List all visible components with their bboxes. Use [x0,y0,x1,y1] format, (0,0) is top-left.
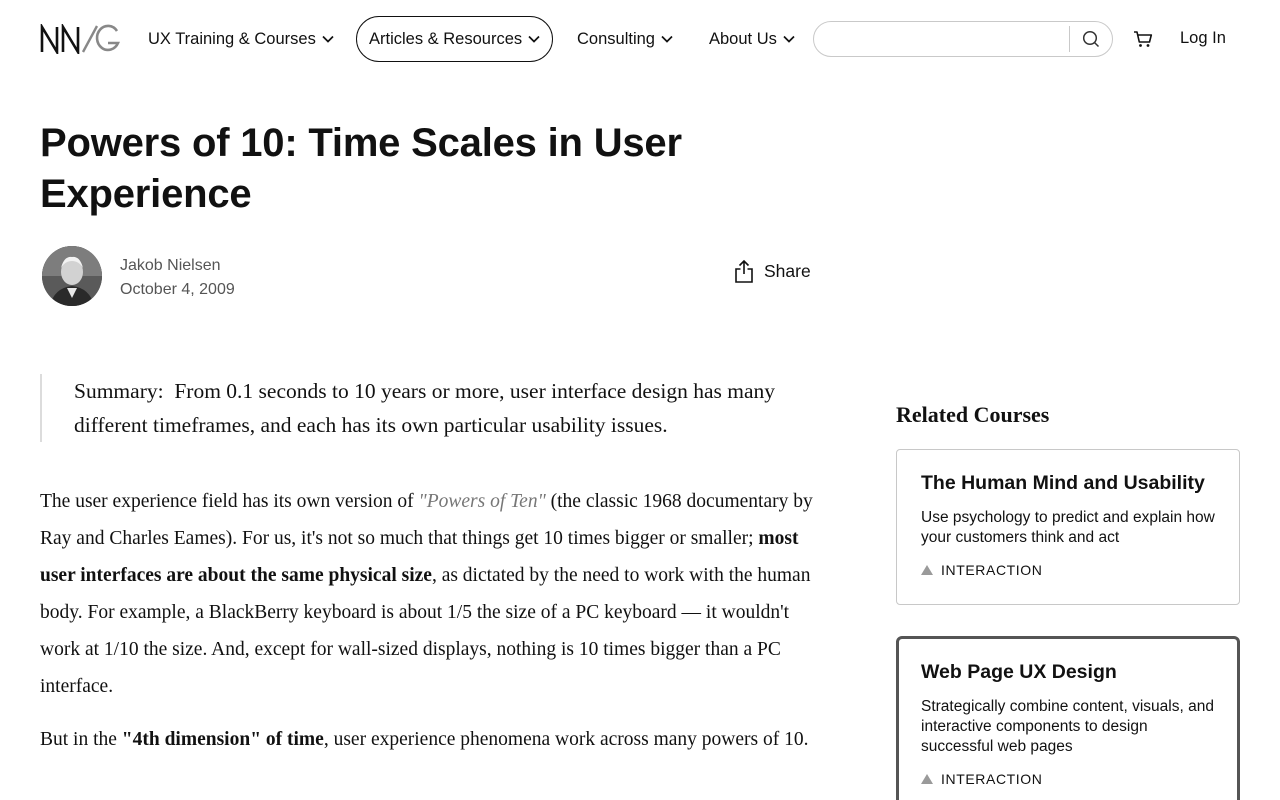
search-input[interactable] [814,22,1069,56]
bold-text: most user interfaces are about the same physical size [40,528,799,586]
course-title: The Human Mind and Usability [921,472,1205,494]
nav-label: Consulting [577,29,655,48]
author-avatar[interactable] [42,246,102,306]
article-summary [40,374,820,442]
nav-consulting[interactable] [577,16,673,62]
login-link[interactable]: Log In [1180,29,1226,47]
nav-label: UX Training & Courses [148,29,316,48]
chevron-down-icon [322,35,334,43]
chevron-down-icon [783,35,795,43]
powers-of-ten-link[interactable]: "Powers of Ten" [418,491,546,512]
summary-text: From 0.1 seconds to 10 years or more, user interface design has many different timeframes, and each has its own particular usability issues. [74,379,775,437]
text-run: (the classic 1968 documentary by Ray and Charles Eames). For us, it's not so much that things get 10 times bigger or smaller; [40,491,813,549]
bold-text: "4th dimension" of time [121,729,324,750]
course-card[interactable] [896,449,1240,605]
article-title: Powers of 10: Time Scales in User Experience [40,121,682,216]
related-courses-heading: Related Courses [896,402,1050,427]
course-title: Web Page UX Design [921,661,1117,683]
course-description: Strategically combine content, visuals, and interactive components to design successful web pages [921,698,1214,755]
article-paragraph [40,483,830,705]
cart-icon[interactable] [1133,29,1153,49]
triangle-icon [921,774,933,784]
course-tag [921,562,1215,578]
text-run: , as dictated by the need to work with the human body. For example, a BlackBerry keyboard is about 1/5 the size of a PC keyboard — it wouldn't work at 1/10 the size. And, except for wall-sized displays, nothing is 10 times bigger than a PC interface. [40,565,811,697]
course-tag-label: INTERACTION [941,771,1043,787]
course-description: Use psychology to predict and explain how your customers think and act [921,509,1215,546]
course-tag [921,771,1215,787]
share-label: Share [764,260,811,281]
triangle-icon [921,565,933,575]
article-paragraph [40,721,830,758]
site-header [0,0,1280,78]
text-run: , user experience phenomena work across many powers of 10. [323,729,809,750]
nng-logo[interactable] [40,24,120,54]
nav-about-us[interactable] [709,16,795,62]
search-button[interactable] [1070,22,1112,56]
share-button[interactable] [734,259,811,283]
search-icon [1082,30,1100,48]
nav-label: Articles & Resources [369,29,523,48]
author-photo [42,246,102,306]
chevron-down-icon [528,35,540,43]
publish-date: October 4, 2009 [120,281,235,298]
share-icon [734,259,754,283]
nav-label: About Us [709,29,777,48]
nav-ux-training[interactable] [148,16,334,62]
nav-articles-resources[interactable] [356,16,553,62]
chevron-down-icon [661,35,673,43]
search-box [813,21,1113,57]
author-name[interactable]: Jakob Nielsen [120,257,221,274]
text-run: But in the [40,729,122,750]
course-tag-label: INTERACTION [941,562,1043,578]
author-meta [120,254,235,302]
text-run: The user experience field has its own version of [40,491,419,512]
summary-label: Summary: [74,379,164,403]
course-card[interactable] [896,636,1240,800]
